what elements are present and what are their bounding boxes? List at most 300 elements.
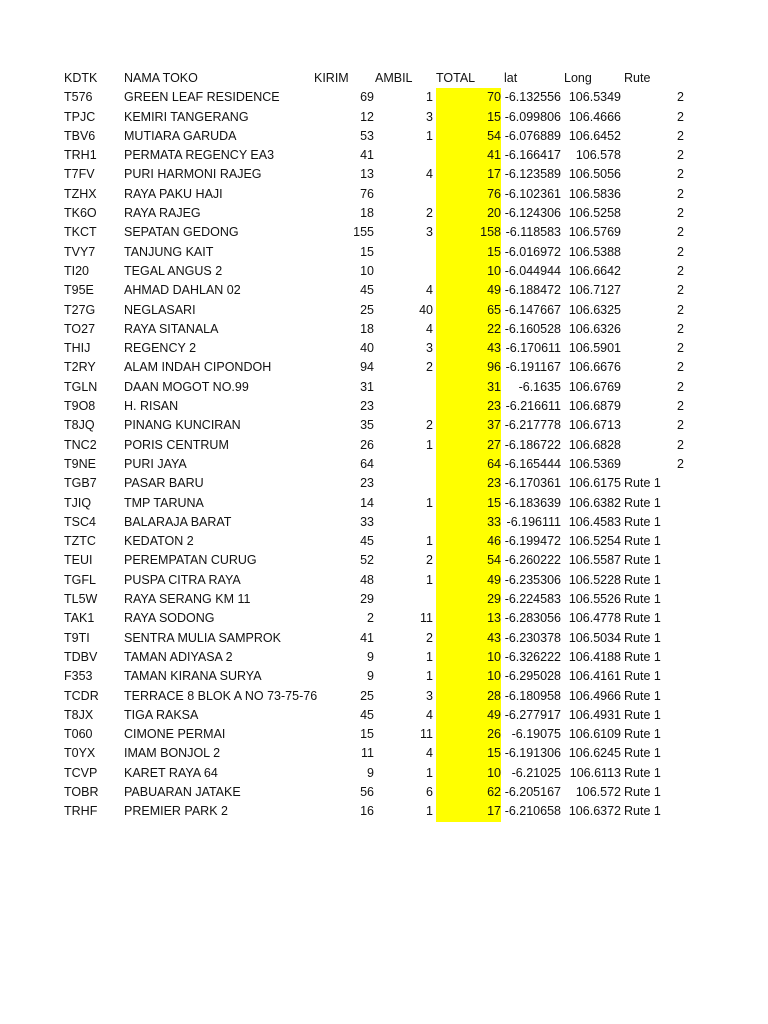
cell-lat[interactable]: -6.196111 xyxy=(506,514,561,529)
cell-rute[interactable]: 2 xyxy=(677,399,684,414)
cell-lat[interactable]: -6.188472 xyxy=(504,283,561,298)
cell-ambil[interactable]: 1 xyxy=(426,572,433,587)
cell-kirim[interactable]: 9 xyxy=(367,765,374,780)
cell-rute[interactable]: Rute 1 xyxy=(624,630,661,645)
cell-kirim[interactable]: 69 xyxy=(360,90,374,105)
cell-ambil[interactable]: 4 xyxy=(426,283,433,298)
cell-kdtk[interactable]: TBV6 xyxy=(64,128,96,143)
cell-nama-toko[interactable]: TMP TARUNA xyxy=(124,495,204,510)
cell-ambil[interactable]: 1 xyxy=(426,495,433,510)
cell-long[interactable]: 106.4188 xyxy=(568,649,621,664)
cell-kirim[interactable]: 31 xyxy=(360,379,374,394)
cell-lat[interactable]: -6.205167 xyxy=(504,784,561,799)
cell-lat[interactable]: -6.235306 xyxy=(504,572,561,587)
cell-rute[interactable]: Rute 1 xyxy=(624,572,661,587)
cell-rute[interactable]: Rute 1 xyxy=(624,688,661,703)
cell-rute[interactable]: 2 xyxy=(677,167,684,182)
cell-rute[interactable]: Rute 1 xyxy=(624,553,661,568)
cell-ambil[interactable]: 3 xyxy=(426,341,433,356)
cell-nama-toko[interactable]: PERMATA REGENCY EA3 xyxy=(124,148,275,163)
cell-total[interactable]: 96 xyxy=(436,358,501,377)
cell-total[interactable]: 23 xyxy=(436,474,501,493)
cell-total[interactable]: 65 xyxy=(436,301,501,320)
cell-long[interactable]: 106.5587 xyxy=(568,553,621,568)
cell-total[interactable]: 31 xyxy=(436,378,501,397)
cell-kirim[interactable]: 56 xyxy=(360,784,374,799)
cell-ambil[interactable] xyxy=(375,262,433,281)
cell-ambil[interactable]: 1 xyxy=(426,534,433,549)
cell-long[interactable]: 106.4161 xyxy=(568,669,621,684)
cell-rute[interactable]: 2 xyxy=(677,283,684,298)
cell-ambil[interactable]: 1 xyxy=(426,90,433,105)
cell-total[interactable]: 15 xyxy=(436,243,501,262)
cell-total[interactable]: 54 xyxy=(436,551,501,570)
cell-long[interactable]: 106.6372 xyxy=(568,804,621,819)
cell-total[interactable]: 17 xyxy=(436,802,501,821)
cell-total[interactable]: 26 xyxy=(436,725,501,744)
cell-lat[interactable]: -6.191167 xyxy=(505,360,561,375)
cell-lat[interactable]: -6.217778 xyxy=(504,418,561,433)
cell-lat[interactable]: -6.170611 xyxy=(505,341,561,356)
cell-nama-toko[interactable]: RAYA PAKU HAJI xyxy=(124,186,223,201)
cell-total[interactable]: 10 xyxy=(436,648,501,667)
header-nama-toko[interactable]: NAMA TOKO xyxy=(124,71,198,85)
cell-ambil[interactable]: 2 xyxy=(426,360,433,375)
cell-long[interactable]: 106.578 xyxy=(575,148,621,163)
cell-long[interactable]: 106.6109 xyxy=(568,727,621,742)
cell-rute[interactable]: Rute 1 xyxy=(624,746,661,761)
cell-total[interactable]: 41 xyxy=(436,146,501,165)
cell-total[interactable]: 158 xyxy=(436,223,501,242)
cell-nama-toko[interactable]: PABUARAN JATAKE xyxy=(124,784,241,799)
cell-kirim[interactable]: 18 xyxy=(360,206,374,221)
cell-nama-toko[interactable]: TEGAL ANGUS 2 xyxy=(124,263,223,278)
cell-ambil[interactable] xyxy=(375,455,433,474)
cell-total[interactable]: 37 xyxy=(436,416,501,435)
cell-kirim[interactable]: 10 xyxy=(360,263,374,278)
cell-lat[interactable]: -6.224583 xyxy=(504,592,561,607)
cell-lat[interactable]: -6.044944 xyxy=(504,263,561,278)
cell-nama-toko[interactable]: RAYA RAJEG xyxy=(124,206,201,221)
cell-long[interactable]: 106.6245 xyxy=(568,746,621,761)
cell-lat[interactable]: -6.076889 xyxy=(504,128,561,143)
cell-nama-toko[interactable]: AHMAD DAHLAN 02 xyxy=(124,283,241,298)
cell-lat[interactable]: -6.102361 xyxy=(504,186,561,201)
cell-ambil[interactable]: 1 xyxy=(426,128,433,143)
cell-kirim[interactable]: 41 xyxy=(360,148,374,163)
cell-nama-toko[interactable]: KEMIRI TANGERANG xyxy=(124,109,249,124)
cell-lat[interactable]: -6.295028 xyxy=(504,669,561,684)
cell-rute[interactable]: 2 xyxy=(677,321,684,336)
cell-ambil[interactable] xyxy=(375,590,433,609)
cell-kirim[interactable]: 13 xyxy=(360,167,374,182)
cell-total[interactable]: 49 xyxy=(436,571,501,590)
cell-ambil[interactable]: 4 xyxy=(426,167,433,182)
cell-kirim[interactable]: 18 xyxy=(360,321,374,336)
cell-nama-toko[interactable]: TIGA RAKSA xyxy=(124,707,199,722)
cell-lat[interactable]: -6.016972 xyxy=(504,244,561,259)
header-kirim[interactable]: KIRIM xyxy=(314,71,349,85)
cell-kdtk[interactable]: TKCT xyxy=(64,225,97,240)
cell-ambil[interactable]: 1 xyxy=(426,649,433,664)
cell-rute[interactable]: Rute 1 xyxy=(624,707,661,722)
cell-lat[interactable]: -6.183639 xyxy=(504,495,561,510)
cell-ambil[interactable] xyxy=(375,378,433,397)
cell-nama-toko[interactable]: RAYA SERANG KM 11 xyxy=(124,592,251,607)
cell-kdtk[interactable]: T7FV xyxy=(64,167,95,182)
cell-nama-toko[interactable]: RAYA SODONG xyxy=(124,611,215,626)
cell-kdtk[interactable]: TGLN xyxy=(64,379,98,394)
cell-total[interactable]: 17 xyxy=(436,165,501,184)
cell-long[interactable]: 106.5836 xyxy=(568,186,621,201)
cell-nama-toko[interactable]: SEPATAN GEDONG xyxy=(124,225,239,240)
cell-kdtk[interactable]: T9O8 xyxy=(64,399,96,414)
cell-kdtk[interactable]: T95E xyxy=(64,283,94,298)
cell-rute[interactable]: Rute 1 xyxy=(624,669,661,684)
cell-kdtk[interactable]: T27G xyxy=(64,302,96,317)
cell-long[interactable]: 106.5526 xyxy=(568,592,621,607)
cell-total[interactable]: 15 xyxy=(436,108,501,127)
cell-lat[interactable]: -6.191306 xyxy=(504,746,561,761)
cell-ambil[interactable]: 6 xyxy=(426,784,433,799)
cell-lat[interactable]: -6.165444 xyxy=(504,456,561,471)
cell-kdtk[interactable]: TVY7 xyxy=(64,244,96,259)
cell-kirim[interactable]: 45 xyxy=(360,283,374,298)
cell-kdtk[interactable]: TI20 xyxy=(64,263,90,278)
cell-total[interactable]: 70 xyxy=(436,88,501,107)
cell-kirim[interactable]: 11 xyxy=(361,746,374,761)
cell-kirim[interactable]: 40 xyxy=(360,341,374,356)
cell-kdtk[interactable]: TRHF xyxy=(64,804,98,819)
cell-kdtk[interactable]: TK6O xyxy=(64,206,97,221)
cell-long[interactable]: 106.5228 xyxy=(568,572,621,587)
cell-lat[interactable]: -6.099806 xyxy=(504,109,561,124)
cell-kdtk[interactable]: TZHX xyxy=(64,186,97,201)
cell-long[interactable]: 106.5258 xyxy=(568,206,621,221)
cell-nama-toko[interactable]: RAYA SITANALA xyxy=(124,321,219,336)
cell-rute[interactable]: 2 xyxy=(677,206,684,221)
cell-kirim[interactable]: 14 xyxy=(360,495,374,510)
cell-ambil[interactable] xyxy=(375,474,433,493)
cell-long[interactable]: 106.572 xyxy=(575,784,621,799)
cell-total[interactable]: 15 xyxy=(436,744,501,763)
cell-kirim[interactable]: 29 xyxy=(360,592,374,607)
cell-nama-toko[interactable]: NEGLASARI xyxy=(124,302,196,317)
cell-lat[interactable]: -6.186722 xyxy=(504,437,561,452)
cell-kdtk[interactable]: TZTC xyxy=(64,534,96,549)
cell-kdtk[interactable]: TAK1 xyxy=(64,611,95,626)
cell-long[interactable]: 106.4931 xyxy=(568,707,621,722)
cell-lat[interactable]: -6.216611 xyxy=(505,399,561,414)
cell-rute[interactable]: 2 xyxy=(677,186,684,201)
cell-lat[interactable]: -6.170361 xyxy=(504,476,561,491)
cell-kdtk[interactable]: TDBV xyxy=(64,649,98,664)
cell-nama-toko[interactable]: CIMONE PERMAI xyxy=(124,727,226,742)
cell-kdtk[interactable]: THIJ xyxy=(64,341,91,356)
cell-kdtk[interactable]: T0YX xyxy=(64,746,96,761)
header-kdtk[interactable]: KDTK xyxy=(64,71,98,85)
cell-total[interactable]: 27 xyxy=(436,436,501,455)
cell-kdtk[interactable]: TCVP xyxy=(64,765,98,780)
cell-lat[interactable]: -6.147667 xyxy=(504,302,561,317)
cell-total[interactable]: 33 xyxy=(436,513,501,532)
cell-kdtk[interactable]: TOBR xyxy=(64,784,99,799)
cell-kirim[interactable]: 16 xyxy=(360,804,374,819)
cell-kirim[interactable]: 26 xyxy=(360,437,374,452)
cell-total[interactable]: 43 xyxy=(436,339,501,358)
cell-long[interactable]: 106.6642 xyxy=(568,263,621,278)
cell-lat[interactable]: -6.118583 xyxy=(505,225,561,240)
cell-long[interactable]: 106.6326 xyxy=(568,321,621,336)
cell-long[interactable]: 106.4583 xyxy=(568,514,621,529)
cell-total[interactable]: 49 xyxy=(436,281,501,300)
cell-kirim[interactable]: 94 xyxy=(360,360,374,375)
cell-kirim[interactable]: 23 xyxy=(360,476,374,491)
cell-kirim[interactable]: 9 xyxy=(367,649,374,664)
cell-kdtk[interactable]: TNC2 xyxy=(64,437,97,452)
cell-ambil[interactable]: 1 xyxy=(426,669,433,684)
cell-total[interactable]: 10 xyxy=(436,667,501,686)
cell-rute[interactable]: Rute 1 xyxy=(624,784,661,799)
cell-kdtk[interactable]: TO27 xyxy=(64,321,96,336)
cell-total[interactable]: 20 xyxy=(436,204,501,223)
cell-kdtk[interactable]: TCDR xyxy=(64,688,99,703)
cell-rute[interactable]: 2 xyxy=(677,360,684,375)
cell-long[interactable]: 106.6113 xyxy=(569,765,621,780)
cell-ambil[interactable] xyxy=(375,397,433,416)
cell-rute[interactable]: 2 xyxy=(677,109,684,124)
cell-nama-toko[interactable]: TAMAN ADIYASA 2 xyxy=(124,649,233,664)
cell-rute[interactable]: Rute 1 xyxy=(624,495,661,510)
cell-total[interactable]: 64 xyxy=(436,455,501,474)
cell-ambil[interactable]: 40 xyxy=(419,302,433,317)
cell-ambil[interactable]: 11 xyxy=(420,611,433,626)
cell-ambil[interactable] xyxy=(375,243,433,262)
cell-lat[interactable]: -6.123589 xyxy=(504,167,561,182)
cell-lat[interactable]: -6.277917 xyxy=(504,707,561,722)
cell-nama-toko[interactable]: PEREMPATAN CURUG xyxy=(124,553,257,568)
cell-lat[interactable]: -6.180958 xyxy=(504,688,561,703)
header-rute[interactable]: Rute xyxy=(624,71,651,85)
cell-ambil[interactable]: 2 xyxy=(426,630,433,645)
cell-rute[interactable]: Rute 1 xyxy=(624,534,661,549)
cell-nama-toko[interactable]: TANJUNG KAIT xyxy=(124,244,214,259)
cell-ambil[interactable] xyxy=(375,513,433,532)
cell-rute[interactable]: 2 xyxy=(677,90,684,105)
cell-kirim[interactable]: 45 xyxy=(360,707,374,722)
cell-kirim[interactable]: 25 xyxy=(360,302,374,317)
cell-nama-toko[interactable]: PINANG KUNCIRAN xyxy=(124,418,241,433)
cell-kdtk[interactable]: TRH1 xyxy=(64,148,97,163)
cell-kirim[interactable]: 35 xyxy=(360,418,374,433)
header-long[interactable]: Long xyxy=(564,71,592,85)
cell-kirim[interactable]: 53 xyxy=(360,128,374,143)
cell-long[interactable]: 106.5056 xyxy=(568,167,621,182)
cell-kdtk[interactable]: T060 xyxy=(64,727,93,742)
cell-rute[interactable]: 2 xyxy=(677,302,684,317)
cell-long[interactable]: 106.6452 xyxy=(568,128,621,143)
cell-nama-toko[interactable]: ALAM INDAH CIPONDOH xyxy=(124,360,272,375)
cell-kdtk[interactable]: TGB7 xyxy=(64,476,97,491)
cell-lat[interactable]: -6.283056 xyxy=(504,611,561,626)
cell-kdtk[interactable]: TEUI xyxy=(64,553,93,568)
cell-rute[interactable]: Rute 1 xyxy=(624,765,661,780)
cell-long[interactable]: 106.6175 xyxy=(568,476,621,491)
cell-kdtk[interactable]: T9NE xyxy=(64,456,96,471)
cell-kirim[interactable]: 15 xyxy=(360,727,374,742)
cell-total[interactable]: 23 xyxy=(436,397,501,416)
cell-total[interactable]: 76 xyxy=(436,185,501,204)
header-lat[interactable]: lat xyxy=(504,71,518,85)
cell-ambil[interactable]: 2 xyxy=(426,206,433,221)
cell-total[interactable]: 28 xyxy=(436,687,501,706)
cell-nama-toko[interactable]: H. RISAN xyxy=(124,399,179,414)
cell-rute[interactable]: Rute 1 xyxy=(624,727,661,742)
cell-lat[interactable]: -6.160528 xyxy=(504,321,561,336)
cell-long[interactable]: 106.6325 xyxy=(568,302,621,317)
cell-total[interactable]: 46 xyxy=(436,532,501,551)
cell-kdtk[interactable]: TJIQ xyxy=(64,495,92,510)
cell-ambil[interactable] xyxy=(375,146,433,165)
cell-ambil[interactable]: 1 xyxy=(426,765,433,780)
cell-kirim[interactable]: 25 xyxy=(360,688,374,703)
cell-rute[interactable]: 2 xyxy=(677,244,684,259)
cell-long[interactable]: 106.5034 xyxy=(568,630,621,645)
cell-ambil[interactable]: 3 xyxy=(426,225,433,240)
cell-total[interactable]: 10 xyxy=(436,262,501,281)
cell-rute[interactable]: Rute 1 xyxy=(624,611,661,626)
header-ambil[interactable]: AMBIL xyxy=(375,71,413,85)
cell-lat[interactable]: -6.1635 xyxy=(518,379,561,394)
cell-nama-toko[interactable]: PURI JAYA xyxy=(124,456,187,471)
cell-nama-toko[interactable]: KEDATON 2 xyxy=(124,534,194,549)
cell-kirim[interactable]: 64 xyxy=(360,456,374,471)
cell-nama-toko[interactable]: MUTIARA GARUDA xyxy=(124,128,237,143)
cell-long[interactable]: 106.5388 xyxy=(568,244,621,259)
cell-rute[interactable]: Rute 1 xyxy=(624,804,661,819)
cell-total[interactable]: 15 xyxy=(436,494,501,513)
cell-ambil[interactable]: 1 xyxy=(426,804,433,819)
cell-kdtk[interactable]: TL5W xyxy=(64,592,98,607)
cell-total[interactable]: 49 xyxy=(436,706,501,725)
cell-lat[interactable]: -6.124306 xyxy=(504,206,561,221)
cell-nama-toko[interactable]: BALARAJA BARAT xyxy=(124,514,232,529)
cell-rute[interactable]: 2 xyxy=(677,418,684,433)
cell-kirim[interactable]: 52 xyxy=(360,553,374,568)
cell-long[interactable]: 106.4966 xyxy=(568,688,621,703)
cell-rute[interactable]: Rute 1 xyxy=(624,592,661,607)
cell-rute[interactable]: 2 xyxy=(677,456,684,471)
cell-kirim[interactable]: 33 xyxy=(360,514,374,529)
cell-long[interactable]: 106.7127 xyxy=(568,283,621,298)
cell-long[interactable]: 106.4778 xyxy=(568,611,621,626)
cell-long[interactable]: 106.4666 xyxy=(568,109,621,124)
cell-long[interactable]: 106.6713 xyxy=(568,418,621,433)
cell-total[interactable]: 13 xyxy=(436,609,501,628)
cell-long[interactable]: 106.5769 xyxy=(568,225,621,240)
cell-kdtk[interactable]: T2RY xyxy=(64,360,96,375)
cell-total[interactable]: 43 xyxy=(436,629,501,648)
cell-lat[interactable]: -6.21025 xyxy=(511,765,561,780)
cell-rute[interactable]: Rute 1 xyxy=(624,514,661,529)
cell-rute[interactable]: 2 xyxy=(677,379,684,394)
cell-ambil[interactable]: 11 xyxy=(420,727,433,742)
cell-lat[interactable]: -6.199472 xyxy=(504,534,561,549)
cell-ambil[interactable]: 2 xyxy=(426,418,433,433)
cell-rute[interactable]: 2 xyxy=(677,263,684,278)
cell-kdtk[interactable]: TGFL xyxy=(64,572,96,587)
cell-nama-toko[interactable]: KARET RAYA 64 xyxy=(124,765,218,780)
cell-kdtk[interactable]: T9TI xyxy=(64,630,90,645)
cell-kdtk[interactable]: T8JX xyxy=(64,707,94,722)
cell-total[interactable]: 10 xyxy=(436,764,501,783)
cell-nama-toko[interactable]: TERRACE 8 BLOK A NO 73-75-76 xyxy=(124,688,318,703)
cell-kdtk[interactable]: TSC4 xyxy=(64,514,96,529)
cell-nama-toko[interactable]: SENTRA MULIA SAMPROK xyxy=(124,630,281,645)
cell-lat[interactable]: -6.19075 xyxy=(511,727,561,742)
cell-ambil[interactable]: 4 xyxy=(426,707,433,722)
cell-ambil[interactable]: 3 xyxy=(426,109,433,124)
cell-long[interactable]: 106.6769 xyxy=(568,379,621,394)
cell-nama-toko[interactable]: IMAM BONJOL 2 xyxy=(124,746,221,761)
cell-rute[interactable]: 2 xyxy=(677,128,684,143)
cell-kirim[interactable]: 15 xyxy=(360,244,374,259)
cell-ambil[interactable]: 1 xyxy=(426,437,433,452)
cell-kirim[interactable]: 45 xyxy=(360,534,374,549)
cell-nama-toko[interactable]: REGENCY 2 xyxy=(124,341,197,356)
cell-nama-toko[interactable]: PURI HARMONI RAJEG xyxy=(124,167,262,182)
cell-kirim[interactable]: 23 xyxy=(360,399,374,414)
cell-kdtk[interactable]: T8JQ xyxy=(64,418,95,433)
cell-total[interactable]: 29 xyxy=(436,590,501,609)
cell-total[interactable]: 54 xyxy=(436,127,501,146)
cell-nama-toko[interactable]: PASAR BARU xyxy=(124,476,204,491)
cell-nama-toko[interactable]: PUSPA CITRA RAYA xyxy=(124,572,241,587)
cell-kirim[interactable]: 12 xyxy=(360,109,374,124)
cell-ambil[interactable]: 2 xyxy=(426,553,433,568)
cell-ambil[interactable]: 4 xyxy=(426,321,433,336)
cell-lat[interactable]: -6.260222 xyxy=(504,553,561,568)
cell-kirim[interactable]: 2 xyxy=(367,611,374,626)
cell-lat[interactable]: -6.210658 xyxy=(504,804,561,819)
cell-rute[interactable]: 2 xyxy=(677,341,684,356)
cell-nama-toko[interactable]: PREMIER PARK 2 xyxy=(124,804,228,819)
cell-nama-toko[interactable]: GREEN LEAF RESIDENCE xyxy=(124,90,280,105)
cell-lat[interactable]: -6.166417 xyxy=(504,148,561,163)
cell-long[interactable]: 106.6828 xyxy=(568,437,621,452)
cell-kdtk[interactable]: T576 xyxy=(64,90,93,105)
cell-ambil[interactable]: 4 xyxy=(426,746,433,761)
cell-kirim[interactable]: 9 xyxy=(367,669,374,684)
cell-long[interactable]: 106.6676 xyxy=(568,360,621,375)
cell-kdtk[interactable]: F353 xyxy=(64,669,93,684)
cell-ambil[interactable]: 3 xyxy=(426,688,433,703)
cell-kdtk[interactable]: TPJC xyxy=(64,109,96,124)
cell-kirim[interactable]: 76 xyxy=(360,186,374,201)
cell-kirim[interactable]: 155 xyxy=(353,225,374,240)
cell-rute[interactable]: Rute 1 xyxy=(624,476,661,491)
cell-long[interactable]: 106.6879 xyxy=(568,399,621,414)
cell-long[interactable]: 106.6382 xyxy=(568,495,621,510)
cell-long[interactable]: 106.5901 xyxy=(568,341,621,356)
cell-long[interactable]: 106.5349 xyxy=(568,90,621,105)
cell-rute[interactable]: 2 xyxy=(677,148,684,163)
cell-lat[interactable]: -6.326222 xyxy=(504,649,561,664)
cell-nama-toko[interactable]: PORIS CENTRUM xyxy=(124,437,229,452)
cell-long[interactable]: 106.5369 xyxy=(568,456,621,471)
cell-nama-toko[interactable]: TAMAN KIRANA SURYA xyxy=(124,669,262,684)
cell-kirim[interactable]: 41 xyxy=(360,630,374,645)
